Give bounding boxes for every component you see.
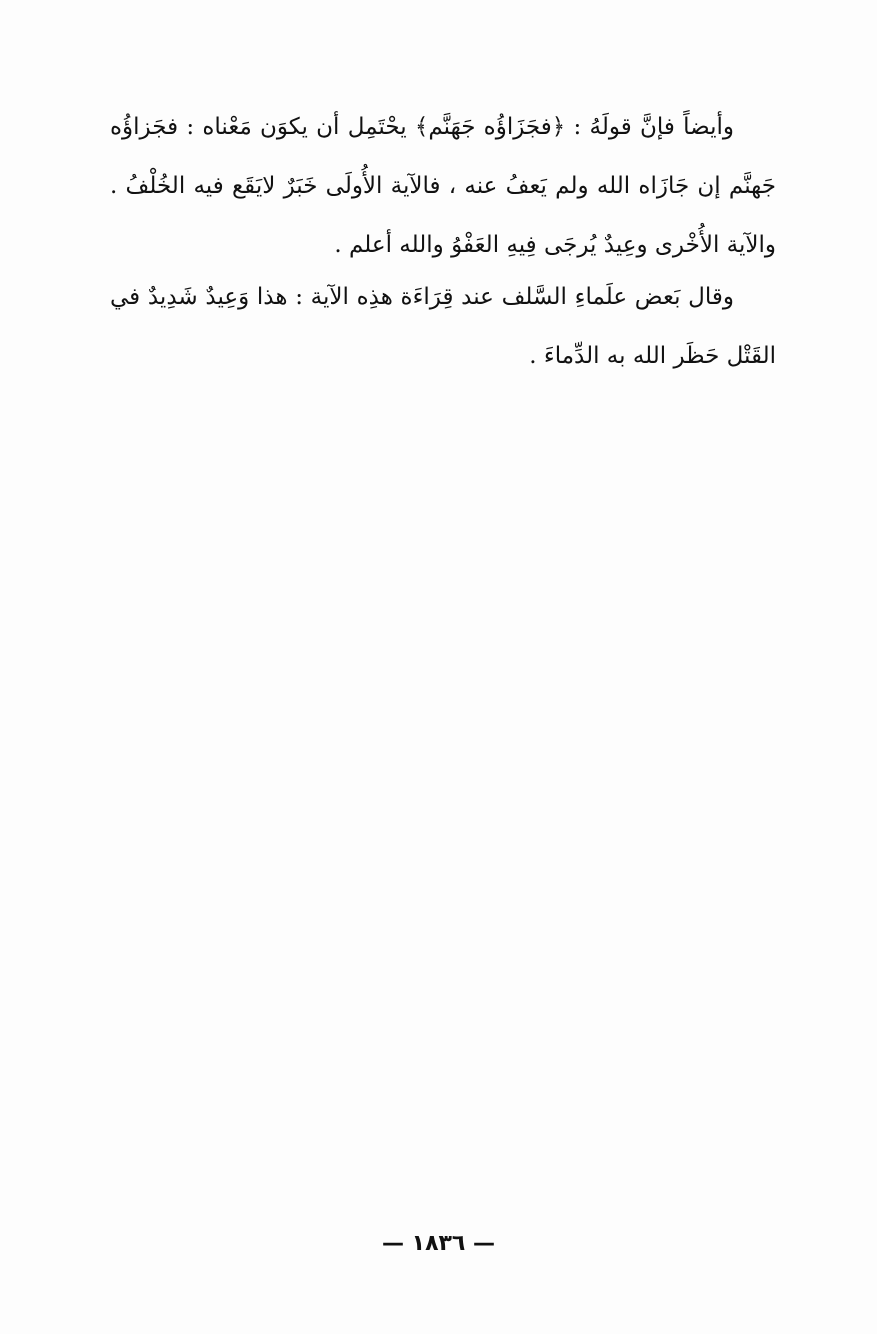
paragraph-text: وأيضاً فإنَّ قولَهُ : ﴿فجَزَاؤُه جَهَنَّم﴾ يحْتَمِل أن يكوَن مَعْناه : فجَزاؤُه جَهنَّم إن جَازَاه الله ولم يَعفُ عنه ، فالآية الأُولَى خَبَرٌ لايَقَع فيه الخُلْفُ . والآية الأُخْرى وعِيدٌ يُرجَى فِيهِ العَفْوُ والله أعلم . [110,114,776,258]
paragraph-1 [110,98,776,275]
page-number: — ١٨٣٦ — [381,1231,496,1256]
paragraph-2 [110,268,776,386]
paragraph-text: وقال بَعض علَماءِ السَّلف عند قِرَاءَة هذِه الآية : هذا وَعِيدٌ شَدِيدٌ في القَتْل حَظَر الله به الدِّماءَ . [110,284,776,369]
